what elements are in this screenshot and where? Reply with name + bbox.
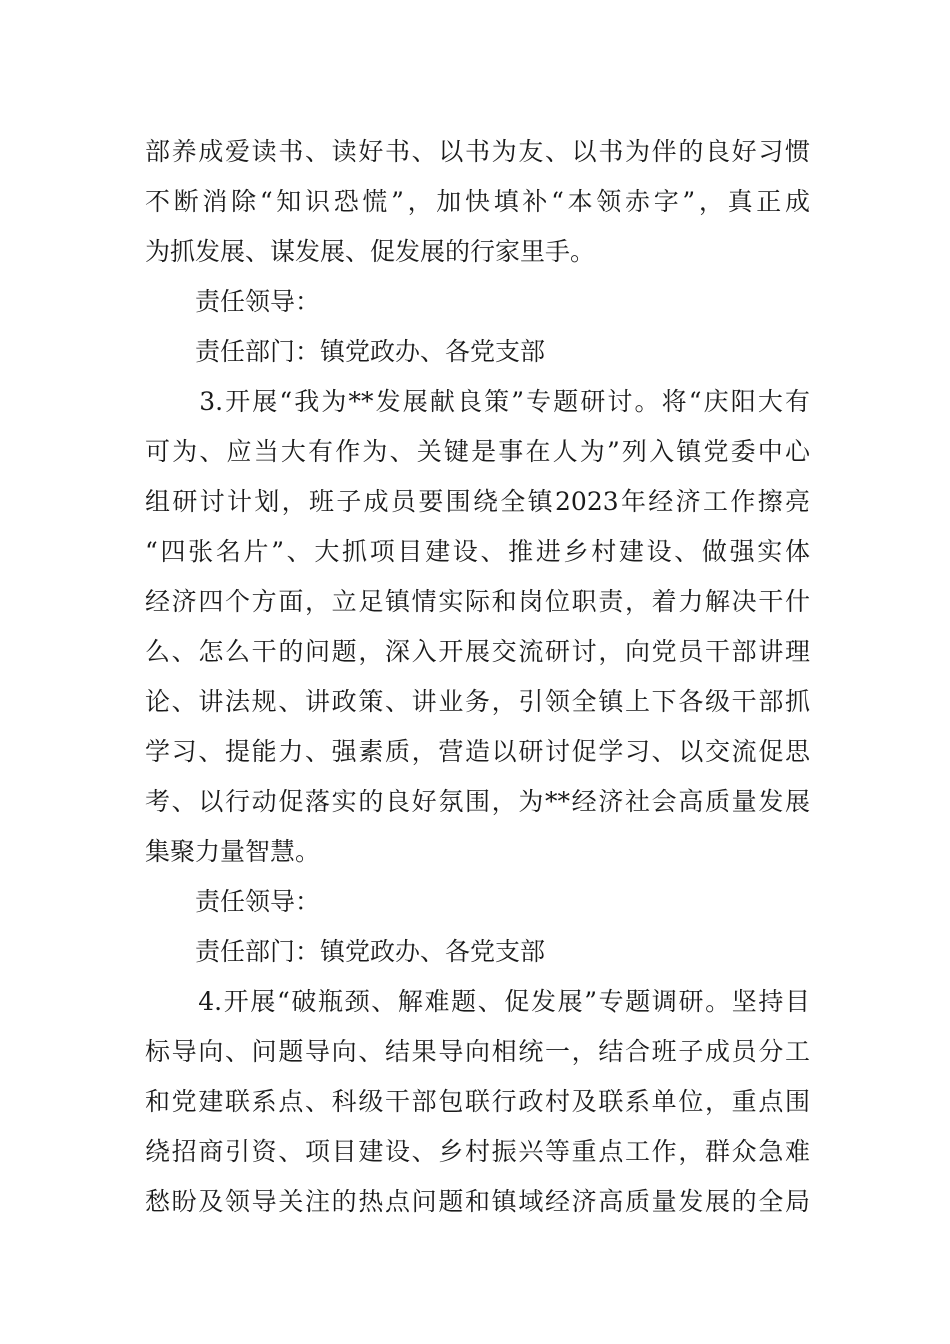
text-line: 和党建联系点、科级干部包联行政村及联系单位，重点围 xyxy=(145,1087,810,1116)
text-line: 论、讲法规、讲政策、讲业务，引领全镇上下各级干部抓 xyxy=(145,687,810,716)
text-line: 学习、提能力、强素质，营造以研讨促学习、以交流促思 xyxy=(145,737,810,766)
text-line: 标导向、问题导向、结果导向相统一，结合班子成员分工 xyxy=(145,1037,810,1066)
text-line: 责任部门：镇党政办、各党支部 xyxy=(145,337,546,366)
text-line: 3.开展“我为**发展献良策”专题研讨。将“庆阳大有 xyxy=(145,387,810,416)
text-line: 愁盼及领导关注的热点问题和镇域经济高质量发展的全局 xyxy=(145,1187,810,1216)
text-line: 为抓发展、谋发展、促发展的行家里手。 xyxy=(145,237,596,266)
text-line: 绕招商引资、项目建设、乡村振兴等重点工作，群众急难 xyxy=(145,1137,810,1166)
text-line: 责任部门：镇党政办、各党支部 xyxy=(145,937,546,966)
text-line: 责任领导： xyxy=(145,287,321,316)
text-line: 可为、应当大有作为、关键是事在人为”列入镇党委中心 xyxy=(145,437,810,466)
text-line: 集聚力量智慧。 xyxy=(145,837,321,866)
text-line: 责任领导： xyxy=(145,887,321,916)
text-line: 不断消除“知识恐慌”，加快填补“本领赤字”，真正成 xyxy=(145,187,810,216)
text-line: “四张名片”、大抓项目建设、推进乡村建设、做强实体 xyxy=(145,537,810,566)
text-line: 经济四个方面，立足镇情实际和岗位职责，着力解决干什 xyxy=(145,587,810,616)
text-line: 考、以行动促落实的良好氛围，为**经济社会高质量发展 xyxy=(145,787,810,816)
text-line: 组研讨计划，班子成员要围绕全镇2023年经济工作擦亮 xyxy=(145,487,810,516)
text-line: 4.开展“破瓶颈、解难题、促发展”专题调研。坚持目 xyxy=(145,987,810,1016)
text-line: 么、怎么干的问题，深入开展交流研讨，向党员干部讲理 xyxy=(145,637,810,666)
text-line: 部养成爱读书、读好书、以书为友、以书为伴的良好习惯 xyxy=(145,137,810,166)
